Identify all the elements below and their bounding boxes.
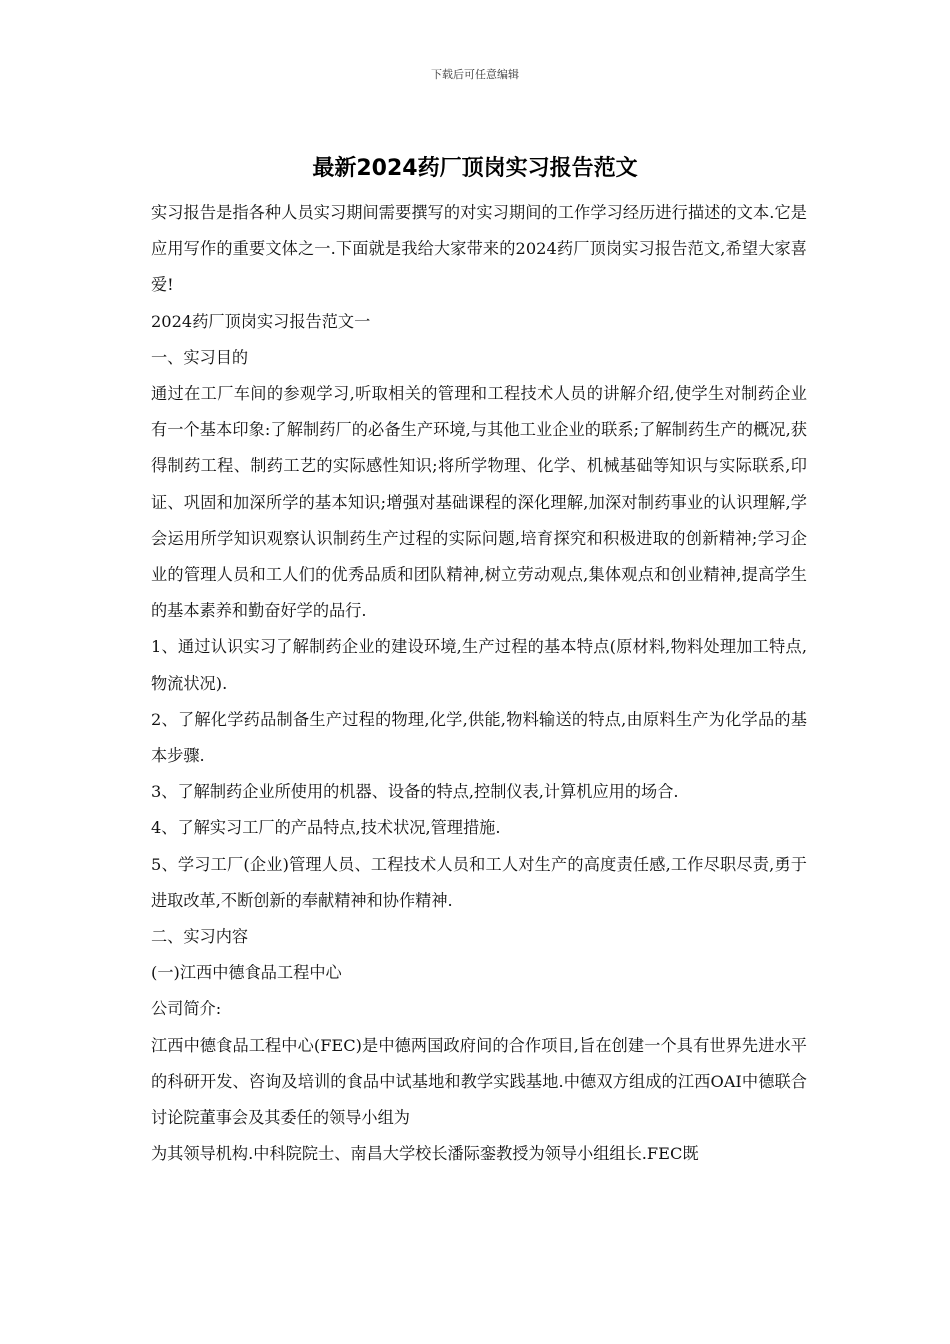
- list-item-5: 5、学习工厂(企业)管理人员、工程技术人员和工人对生产的高度责任感,工作尽职尽责,勇于进取改革,不断创新的奉献精神和协作精神.: [151, 854, 807, 910]
- list-item-4: 4、了解实习工厂的产品特点,技术状况,管理措施.: [151, 818, 501, 838]
- paragraph-subtitle: 2024药厂顶岗实习报告范文一: [151, 311, 371, 331]
- page-header-note: 下载后可任意编辑: [431, 68, 519, 81]
- paragraph-purpose-body: 通过在工厂车间的参观学习,听取相关的管理和工程技术人员的讲解介绍,使学生对制药企业有一个基本印象:了解制药厂的必备生产环境,与其他工业企业的联系;了解制药生产的概况,获得制药工程、制药工艺的实际感性知识;将所学物理、化学、机械基础等知识与实际联系,印证、巩固和加深所学的基本知识;增强对基础课程的深化理解,加深对制药事业的认识理解,学会运用所学知识观察认识制药生产过程的实际问题,培育探究和积极进取的创新精神;学习企业的管理人员和工人们的优秀品质和团队精神,树立劳动观点,集体观点和创业精神,提高学生的基本素养和勤奋好学的品行.: [151, 384, 807, 621]
- list-item-1: 1、通过认识实习了解制药企业的建设环境,生产过程的基本特点(原材料,物料处理加工特点,物流状况).: [151, 637, 807, 693]
- paragraph-company-body: 江西中德食品工程中心(FEC)是中德两国政府间的合作项目,旨在创建一个具有世界先进水平的科研开发、咨询及培训的食品中试基地和教学实践基地.中德双方组成的江西OAI中德联合讨论院董事会及其委任的领导小组为: [151, 1035, 807, 1128]
- document-body: [143, 195, 807, 1172]
- paragraph-intro: 实习报告是指各种人员实习期间需要撰写的对实习期间的工作学习经历进行描述的文本.它是应用写作的重要文体之一.下面就是我给大家带来的2024药厂顶岗实习报告范文,希望大家喜爱!: [151, 203, 807, 295]
- section-heading-purpose: 一、实习目的: [151, 347, 249, 367]
- paragraph-company-continued: 为其领导机构.中科院院士、南昌大学校长潘际銮教授为领导小组组长.FEC既: [151, 1144, 699, 1164]
- document-title: 最新2024药厂顶岗实习报告范文: [312, 156, 638, 181]
- label-company-intro: 公司简介:: [151, 999, 222, 1019]
- subsection-heading-company: (一)江西中德食品工程中心: [151, 963, 342, 983]
- section-heading-content: 二、实习内容: [151, 927, 249, 947]
- list-item-3: 3、了解制药企业所使用的机器、设备的特点,控制仪表,计算机应用的场合.: [151, 782, 679, 802]
- list-item-2: 2、了解化学药品制备生产过程的物理,化学,供能,物料输送的特点,由原料生产为化学品的基本步骤.: [151, 709, 807, 766]
